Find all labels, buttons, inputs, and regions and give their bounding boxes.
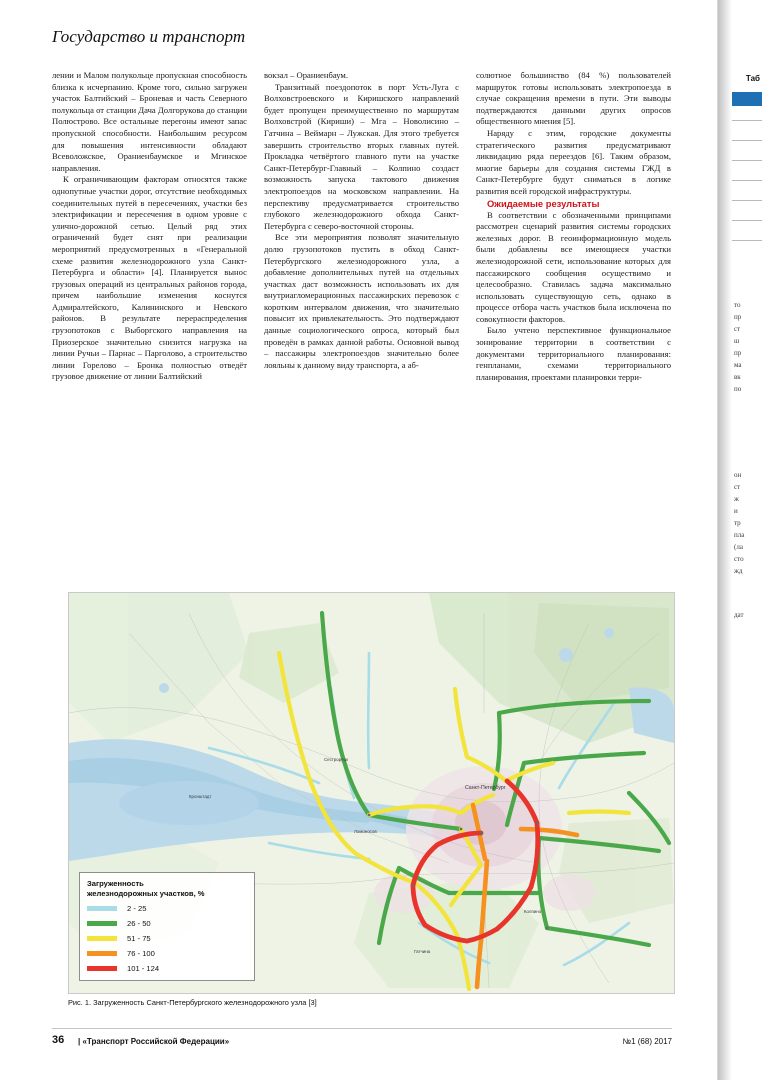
paragraph: Все эти мероприятия позволят значительную долю грузопотоков пустить в обход Санкт-Петербургского железнодорожного узла, а добавление дополнительных путей на отдельных участках даст возможность использовать их для внутриагломерационных пассажирских перевозок с коротким интервалом движения, что значительно повысит их привлекательность. Это подтверждают данные социологического опроса, который был проведён в рамках данной работы. Основной вывод – пассажиры электропоездов значительно более лояльны к данному виду транспорта, а аб- <box>264 232 459 370</box>
sliver-text-fragment: ж <box>734 495 739 503</box>
paragraph: солютное большинство (84 %) пользователей маршруток готовы использовать электропоезда в случае сокращения времени в пути. Эти выводы подтверждаются данными других опросов общественного мнения [5]. <box>476 70 671 127</box>
column-2 <box>264 70 459 383</box>
paragraph: лении и Малом полукольце пропускная способность близка к исчерпанию. Кроме того, сильно загружен участок Балтийский – Броневая и часть Северного полукольца от станции Дача Долгорукова до станции Полюстрово. Все остальные перегоны имеют запас пропускной способности. Наибольшим ресурсом для повышения интенсивности обладают Всеволожское, Ораниенбаумское и Мгинское направления. <box>52 70 247 173</box>
sliver-text-fragment: дат <box>734 611 744 619</box>
figure-caption: Рис. 1. Загруженность Санкт-Петербургского железнодорожного узла [3] <box>68 998 317 1007</box>
sliver-rule <box>732 160 762 161</box>
map-label-lomonosov: Ломоносов <box>354 829 377 834</box>
legend-swatch-2-25 <box>87 906 117 911</box>
map-label-sestroretsk: Сестрорецк <box>324 757 349 762</box>
paragraph: В соответствии с обозначенными принципами рассмотрен сценарий развития системы городских железных дорог. В геоинформационную модель были добавлены все имеющиеся участки железнодорожной сети, использование которых для пассажирского сообщения осуществимо и целесообразно. Ставилась задача максимально использовать существующую сеть, однако в процессе отбора часть участков была исключена по совокупности факторов. <box>476 209 671 324</box>
sliver-text-fragment: по <box>734 385 742 393</box>
legend-swatch-76-100 <box>87 951 117 956</box>
sliver-text-fragment: жд <box>734 567 743 575</box>
sliver-rule <box>732 120 762 121</box>
sliver-text-fragment: пр <box>734 349 742 357</box>
sliver-text-fragment: тр <box>734 519 741 527</box>
sliver-text-fragment: ш <box>734 337 740 345</box>
paragraph: Было учтено перспективное функциональное зонирование территории в соответствии с документами территориального планирования: генпланами, схемами территориального планирования, проектами планировки терри- <box>476 325 671 382</box>
legend-label: 26 - 50 <box>127 919 151 928</box>
sliver-text-fragment: пр <box>734 313 742 321</box>
paragraph: вокзал – Ораниенбаум. <box>264 70 348 80</box>
legend-swatch-101-124 <box>87 966 117 971</box>
legend-title-line-1: Загруженность <box>87 879 144 888</box>
sliver-rule <box>732 180 762 181</box>
legend-title <box>87 879 247 898</box>
sliver-text-fragment: и <box>734 507 738 515</box>
footer-divider <box>52 1028 672 1029</box>
sliver-table-label: Таб <box>745 74 760 83</box>
legend-title-line-2: железнодорожных участков, % <box>87 888 205 898</box>
sliver-text-fragment: вк <box>734 373 741 381</box>
figure-map <box>68 592 675 994</box>
column-1 <box>52 70 247 383</box>
legend-label: 51 - 75 <box>127 934 151 943</box>
page-running-head: Государство и транспорт <box>52 27 246 46</box>
legend-item <box>87 919 247 928</box>
footer-separator: | <box>78 1037 81 1046</box>
footer-journal-title <box>78 1037 229 1046</box>
sliver-text-fragment: (ла <box>734 543 743 551</box>
sliver-text-fragment: то <box>734 301 741 309</box>
footer-issue-number: №1 (68) 2017 <box>622 1037 672 1046</box>
sliver-text-fragment: сто <box>734 555 744 563</box>
paragraph: Транзитный поездопоток в порт Усть-Луга с Волховстроевского и Киришского направлений будет пропущен преимущественно по маршрутам Волховстрой (Кириши) – Мга – Новолисино – Гатчина – Веймарн – Лужская. Для этого требуется завершить строительство вторых главных путей. Прокладка четвёртого главного пути на участке Санкт-Петербург-Главный – Колпино создаст возможность запуска тактового движения электропоездов на московском направлении. На перспективу предусматривается строительство глубокого железнодорожного обхода Санкт-Петербурга с северо-восточной стороны. <box>264 81 459 231</box>
legend-label: 2 - 25 <box>127 904 147 913</box>
text-columns <box>52 70 672 383</box>
legend-item <box>87 934 247 943</box>
map-label-kronstadt: Кронштадт <box>189 794 212 799</box>
legend-item <box>87 904 247 913</box>
legend-item <box>87 949 247 958</box>
facing-page-sliver <box>717 0 764 1080</box>
map-label-kolpino: Колпино <box>524 909 542 914</box>
map-label-spb: Санкт-Петербург <box>465 785 506 791</box>
page-gutter-shadow <box>718 0 732 1080</box>
map-label-gatchina: Гатчина <box>414 949 431 954</box>
legend-swatch-26-50 <box>87 921 117 926</box>
legend-item <box>87 964 247 973</box>
legend-swatch-51-75 <box>87 936 117 941</box>
sliver-text-fragment: пла <box>734 531 745 539</box>
sliver-rule <box>732 140 762 141</box>
legend-label: 101 - 124 <box>127 964 160 973</box>
sliver-rule <box>732 200 762 201</box>
sliver-rule <box>732 240 762 241</box>
sliver-text-fragment: ма <box>734 361 742 369</box>
sliver-text-fragment: он <box>734 471 742 479</box>
paragraph: Наряду с этим, городские документы стратегического развития предусматривают ликвидацию ряда переездов [6]. Таким образом, многие барьеры для создания системы ГЖД в Санкт-Петербурге будут сниматься в логике развития всей городской инфраструктуры. <box>476 127 671 196</box>
column-3 <box>476 70 671 383</box>
sliver-table-header-bar <box>732 92 762 106</box>
paragraph: К ограничивающим факторам относятся также однопутные участки дорог, отсутствие необходимых соединительных путей в пересечениях, участки без электрификации и пересечения в одном уровне с улично-дорожной сетью. Целый ряд этих ограничений будет снят при реализации мероприятий предусмотренных в «Генеральной схеме развития железнодорожного узла Санкт-Петербурга и области» [4]. Планируется вынос грузовых операций из центральных районов города, причем наибольшие изменения коснутся Адмиралтейского, Калининского и Невского районов. В результате перераспределения грузопотоков с Выборгского направления на Приозерское значительно снизится нагрузка на линии Ручьи – Парнас – Парголово, а строительство линии Горелово – Бронка полностью отведёт грузовое движение от линии Балтийский <box>52 174 247 382</box>
footer-journal-name: «Транспорт Российской Федерации» <box>82 1037 230 1046</box>
page-number: 36 <box>52 1034 65 1046</box>
sliver-text-fragment: ст <box>734 325 741 333</box>
map-legend <box>79 872 255 981</box>
legend-label: 76 - 100 <box>127 949 155 958</box>
sliver-rule <box>732 220 762 221</box>
section-subheading: Ожидаемые результаты <box>487 197 600 209</box>
sliver-text-fragment: ст <box>734 483 741 491</box>
